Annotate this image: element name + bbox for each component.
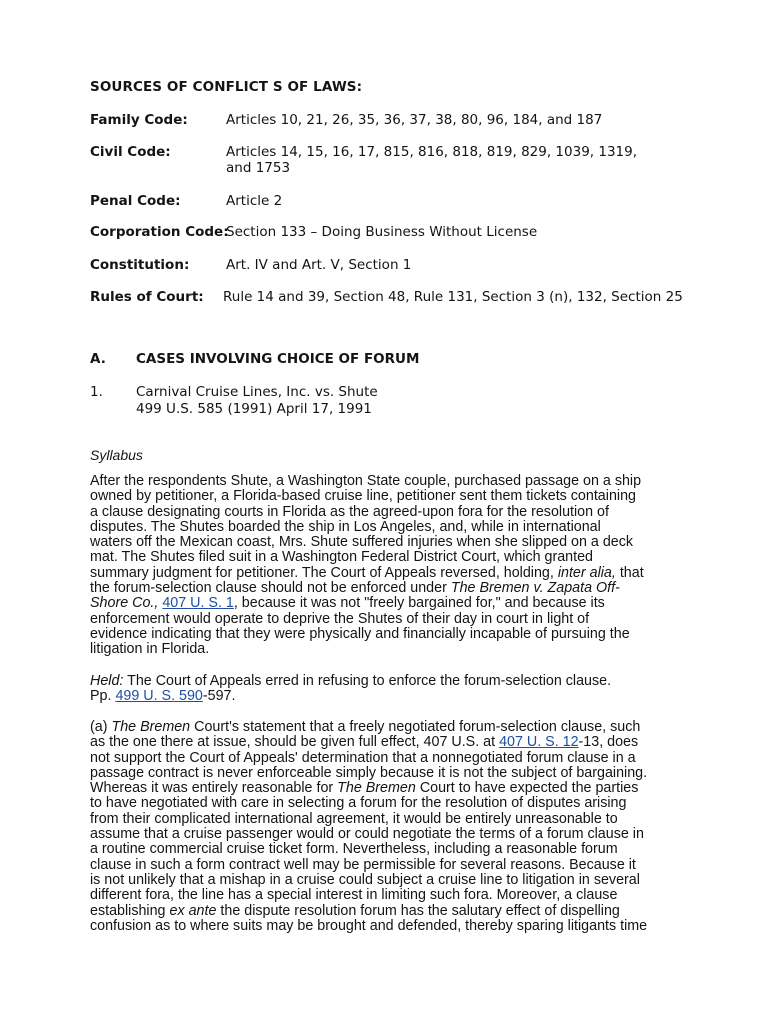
- case-name: Carnival Cruise Lines, Inc. vs. Shute: [136, 384, 378, 400]
- citation-link[interactable]: 499 U. S. 590: [115, 688, 203, 705]
- held-paragraph: [90, 674, 670, 705]
- text-segment: the forum-selection clause should not be enforced under: [90, 580, 447, 597]
- text-segment: Whereas it was entirely reasonable for: [90, 780, 334, 797]
- text-line: from their complicated international agreement, it would be entirely unreasonable to: [90, 810, 618, 827]
- text-segment: establishing: [90, 902, 166, 919]
- case-citation: 499 U.S. 585 (1991) April 17, 1991: [136, 401, 372, 417]
- text-segment: The Court of Appeals erred in refusing to enforce the forum-selection clause.: [127, 673, 612, 689]
- text-segment: the dispute resolution forum has the salutary effect of dispelling: [220, 902, 620, 919]
- text-segment: -597.: [202, 688, 236, 705]
- case-name-italic: Shore Co.,: [90, 595, 159, 612]
- text-line: not support the Court of Appeals' determination that a nonnegotiated forum clause in a: [90, 749, 636, 766]
- text-line: clause in such a form contract well may be permissible for several reasons. Because it: [90, 856, 636, 873]
- source-label: Civil Code:: [90, 144, 171, 160]
- text-line: evidence indicating that they were physically and financially incapable of pursuing the: [90, 625, 630, 642]
- text-line: [90, 674, 670, 689]
- text-segment: that: [619, 564, 644, 581]
- text-line: confusion as to where suits may be brought and defended, thereby sparing litigants time: [90, 917, 648, 934]
- source-value: Article 2: [226, 193, 283, 209]
- case-name-italic: The Bremen v. Zapata Off-: [450, 580, 620, 597]
- text-segment: Court's statement that a freely negotiated forum-selection clause, such: [194, 719, 641, 735]
- text-line: different fora, the line has a special interest in limiting such fora. Moreover, a clause: [90, 887, 618, 904]
- text-line: [90, 566, 670, 581]
- source-label: Penal Code:: [90, 193, 181, 209]
- section-title: CASES INVOLVING CHOICE OF FORUM: [136, 351, 420, 367]
- source-value: Section 133 – Doing Business Without License: [226, 224, 538, 240]
- text-segment: Pp.: [90, 688, 112, 705]
- text-segment: summary judgment for petitioner. The Court of Appeals reversed, holding,: [90, 564, 554, 581]
- source-value: Art. IV and Art. V, Section 1: [226, 257, 412, 273]
- document-heading: SOURCES OF CONFLICT S OF LAWS:: [90, 79, 363, 95]
- text-line: [90, 735, 670, 750]
- syllabus-paragraph: [90, 474, 670, 658]
- text-line: [90, 689, 670, 704]
- source-label: Rules of Court:: [90, 289, 204, 305]
- held-label: Held:: [90, 673, 124, 689]
- text-segment: as the one there at issue, should be given full effect, 407 U.S. at: [90, 734, 496, 751]
- text-line: After the respondents Shute, a Washington State couple, purchased passage on a ship: [90, 473, 642, 489]
- text-line: assume that a cruise passenger would or could negotiate the terms of a forum clause in: [90, 826, 644, 843]
- text-line: waters off the Mexican coast, Mrs. Shute suffered injuries when she slipped on a deck: [90, 534, 634, 551]
- text-line: to have negotiated with care in selecting a forum for the resolution of disputes arising: [90, 795, 627, 812]
- citation-link[interactable]: 407 U. S. 1: [162, 595, 234, 612]
- text-line: [90, 781, 670, 796]
- text-line: enforcement would operate to deprive the Shutes of their day in court in light of: [90, 610, 590, 627]
- case-name-italic: The Bremen: [111, 719, 191, 735]
- section-letter: A.: [90, 351, 106, 367]
- text-segment: Court to have expected the parties: [419, 780, 639, 797]
- text-line: owned by petitioner, a Florida-based cruise line, petitioner sent them tickets containing: [90, 488, 636, 505]
- text-line: [90, 720, 670, 735]
- text-segment: -13, does: [578, 734, 639, 751]
- text-line: disputes. The Shutes boarded the ship in Los Angeles, and, while in international: [90, 518, 601, 535]
- italic-term: ex ante: [169, 902, 217, 919]
- text-line: a clause designating courts in Florida as the agreed-upon fora for the resolution of: [90, 503, 609, 520]
- source-value: Articles 10, 21, 26, 35, 36, 37, 38, 80, 96, 184, and 187: [226, 112, 603, 128]
- case-number: 1.: [90, 384, 103, 400]
- text-line: is not unlikely that a mishap in a cruise could subject a cruise line to litigation in several: [90, 871, 640, 888]
- source-label: Family Code:: [90, 112, 188, 128]
- text-line: [90, 904, 670, 919]
- text-line: mat. The Shutes filed suit in a Washington Federal District Court, which granted: [90, 549, 594, 566]
- italic-term: inter alia,: [557, 564, 616, 581]
- text-line: passage contract is never enforceable simply because it is not the subject of bargaining.: [90, 764, 648, 781]
- citation-link[interactable]: 407 U. S. 12: [499, 734, 579, 751]
- source-label: Constitution:: [90, 257, 190, 273]
- text-line: [90, 596, 670, 611]
- source-value: Articles 14, 15, 16, 17, 815, 816, 818, 819, 829, 1039, 1319, and 1753: [226, 144, 638, 176]
- case-name-italic: The Bremen: [337, 780, 416, 797]
- text-segment: , because it was not "freely bargained for," and because its: [233, 595, 605, 612]
- source-value: Rule 14 and 39, Section 48, Rule 131, Section 3 (n), 132, Section 25: [223, 289, 683, 305]
- text-segment: (a): [90, 719, 108, 735]
- syllabus-label: Syllabus: [90, 447, 143, 463]
- text-line: a routine commercial cruise ticket form. Nevertheless, including a reasonable forum: [90, 841, 618, 858]
- text-line: litigation in Florida.: [90, 641, 210, 658]
- text-line: [90, 581, 670, 596]
- subsection-a-paragraph: [90, 720, 670, 934]
- source-label: Corporation Code:: [90, 224, 229, 240]
